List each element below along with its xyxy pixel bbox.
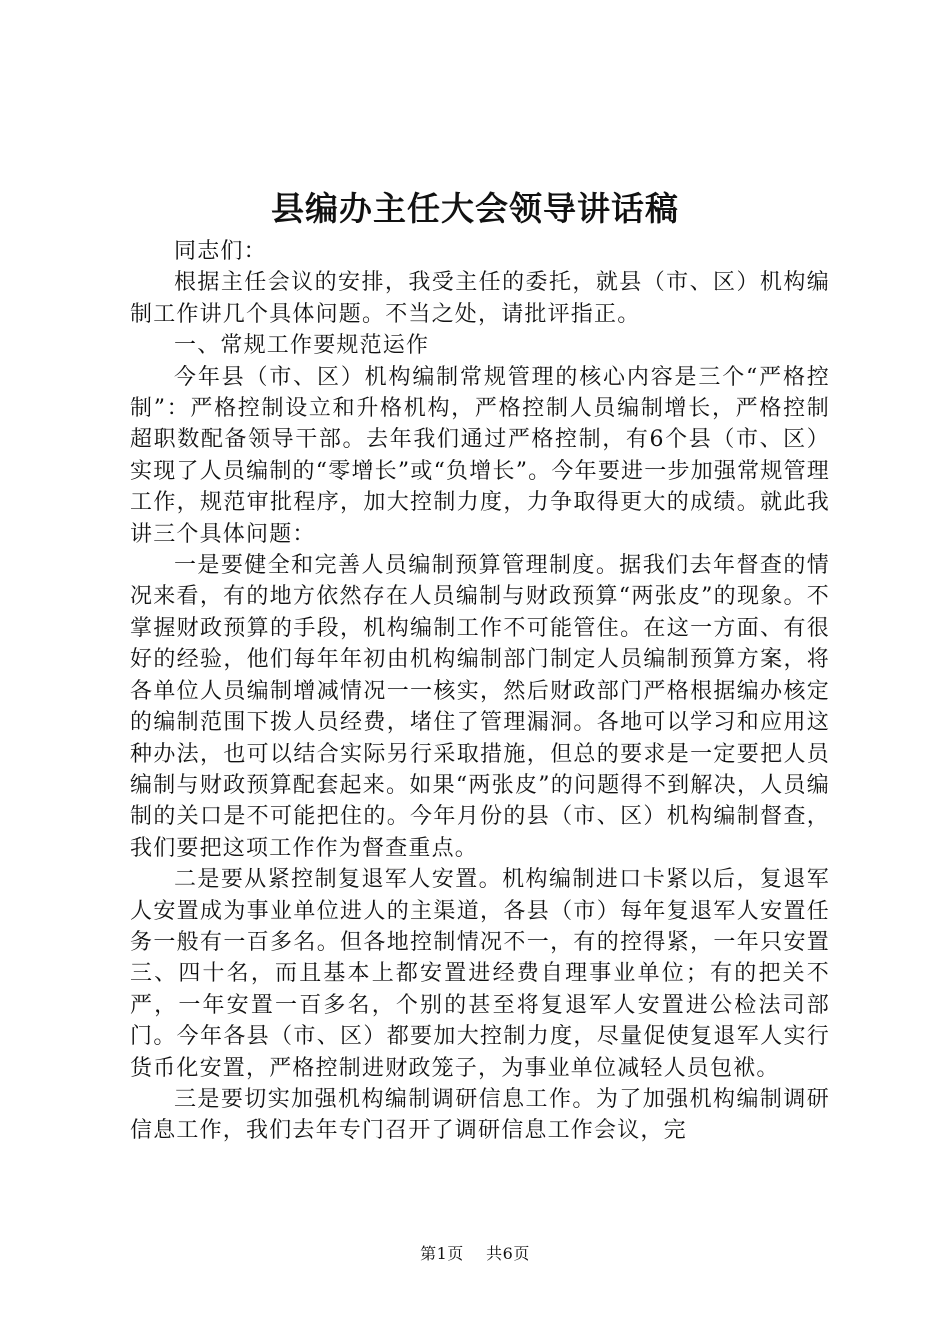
page-footer	[0, 1243, 950, 1265]
body-paragraph: 今年县（市、区）机构编制常规管理的核心内容是三个“严格控制”：严格控制设立和升格机构，严格控制人员编制增长，严格控制超职数配备领导干部。去年我们通过严格控制，有6个县（市、区）实现了人员编制的“零增长”或“负增长”。今年要进一步加强常规管理工作，规范审批程序，加大控制力度，力争取得更大的成绩。就此我讲三个具体问题：	[130, 364, 830, 547]
page-number: 第1页	[420, 1244, 464, 1263]
body-paragraph: 二是要从紧控制复退军人安置。机构编制进口卡紧以后，复退军人安置成为事业单位进人的主渠道，各县（市）每年复退军人安置任务一般有一百多名。但各地控制情况不一，有的控得紧，一年只安置三、四十名，而且基本上都安置进经费自理事业单位；有的把关不严，一年安置一百多名，个别的甚至将复退军人安置进公检法司部门。今年各县（市、区）都要加大控制力度，尽量促使复退军人实行货币化安置，严格控制进财政笼子，为事业单位减轻人员包袱。	[130, 867, 830, 1081]
body-paragraph: 一是要健全和完善人员编制预算管理制度。据我们去年督查的情况来看，有的地方依然存在人员编制与财政预算“两张皮”的现象。不掌握财政预算的手段，机构编制工作不可能管住。在这一方面、有很好的经验，他们每年年初由机构编制部门制定人员编制预算方案，将各单位人员编制增减情况一一核实，然后财政部门严格根据编办核定的编制范围下拨人员经费，堵住了管理漏洞。各地可以学习和应用这种办法，也可以结合实际另行采取措施，但总的要求是一定要把人员编制与财政预算配套起来。如果“两张皮”的问题得不到解决，人员编制的关口是不可能把住的。今年月份的县（市、区）机构编制督查，我们要把这项工作作为督查重点。	[130, 553, 830, 861]
body-paragraph: 三是要切实加强机构编制调研信息工作。为了加强机构编制调研信息工作，我们去年专门召开了调研信息工作会议，完	[130, 1086, 830, 1144]
page-total: 共6页	[486, 1244, 530, 1263]
document-title: 县编办主任大会领导讲话稿	[271, 189, 679, 228]
page-spacer	[469, 1243, 480, 1265]
salutation: 同志们：	[174, 239, 267, 264]
section-heading: 一、常规工作要规范运作	[174, 333, 430, 359]
document-body	[130, 236, 830, 1147]
intro-paragraph: 根据主任会议的安排，我受主任的委托，就县（市、区）机构编制工作讲几个具体问题。不当之处，请批评指正。	[130, 270, 830, 327]
